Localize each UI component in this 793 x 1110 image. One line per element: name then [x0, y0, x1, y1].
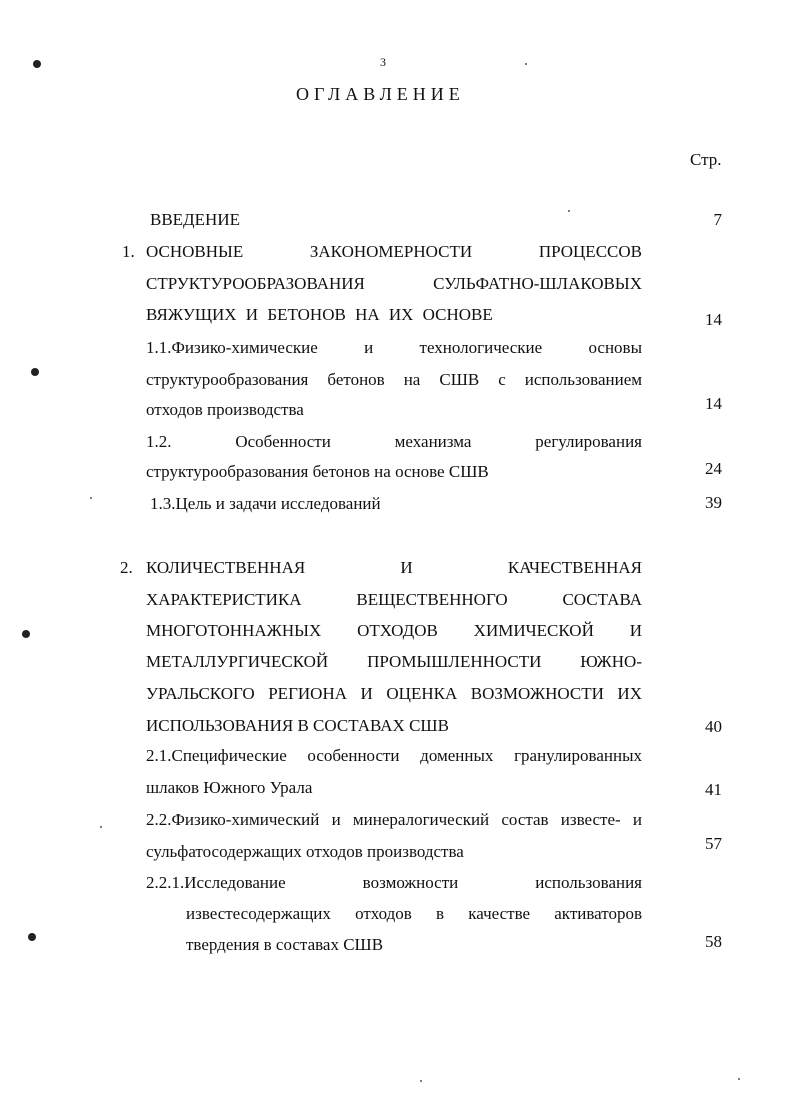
binder-hole-mark [22, 630, 30, 638]
scan-speck [738, 1078, 740, 1080]
toc-chapter-line: МЕТАЛЛУРГИЧЕСКОЙ ПРОМЫШЛЕННОСТИ ЮЖНО- [146, 652, 642, 671]
scan-speck [100, 826, 102, 828]
page-number: 3 [380, 55, 386, 69]
toc-section-line: отходов производства [146, 400, 304, 419]
toc-page-number: 57 [705, 834, 722, 853]
toc-page-number: 39 [705, 493, 722, 512]
toc-intro: ВВЕДЕНИЕ [150, 210, 240, 229]
toc-chapter-line: ВЯЖУЩИХ И БЕТОНОВ НА ИХ ОСНОВЕ [146, 305, 493, 324]
binder-hole-mark [33, 60, 41, 68]
toc-chapter-line: МНОГОТОННАЖНЫХ ОТХОДОВ ХИМИЧЕСКОЙ И [146, 621, 642, 640]
scan-speck [420, 1080, 422, 1082]
toc-section-line: структурообразования бетонов на СШВ с использованием [146, 370, 642, 389]
toc-section-line: сульфатосодержащих отходов производства [146, 842, 464, 861]
toc-section-line: структурообразования бетонов на основе СШВ [146, 462, 489, 481]
page-title: ОГЛАВЛЕНИЕ [296, 84, 465, 104]
binder-hole-mark [31, 368, 39, 376]
toc-chapter-number: 1. [122, 242, 135, 261]
toc-page-number: 40 [705, 717, 722, 736]
toc-chapter-line: ОСНОВНЫЕ ЗАКОНОМЕРНОСТИ ПРОЦЕССОВ [146, 242, 642, 261]
toc-page-number: 41 [705, 780, 722, 799]
toc-section-line: 1.1.Физико-химические и технологические основы [146, 338, 642, 357]
toc-page-number: 14 [705, 310, 722, 329]
toc-subsection-line: твердения в составах СШВ [186, 935, 384, 954]
toc-chapter-line: СТРУКТУРООБРАЗОВАНИЯ СУЛЬФАТНО-ШЛАКОВЫХ [146, 274, 642, 293]
toc-subsection-line: 2.2.1.Исследование возможности использования [146, 873, 642, 892]
toc-section-line: 1.3.Цель и задачи исследований [150, 494, 381, 513]
scan-speck [90, 497, 92, 499]
toc-section-line: 1.2. Особенности механизма регулирования [146, 432, 642, 451]
toc-page-number: 14 [705, 394, 722, 413]
toc-chapter-line: УРАЛЬСКОГО РЕГИОНА И ОЦЕНКА ВОЗМОЖНОСТИ ИХ [146, 684, 642, 703]
toc-subsection-line: известесодержащих отходов в качестве активаторов [186, 904, 642, 923]
toc-chapter-line: КОЛИЧЕСТВЕННАЯ И КАЧЕСТВЕННАЯ [146, 558, 642, 577]
toc-page-number: 24 [705, 459, 722, 478]
toc-chapter-line: ХАРАКТЕРИСТИКА ВЕЩЕСТВЕННОГО СОСТАВА [146, 590, 642, 609]
toc-chapter-line: ИСПОЛЬЗОВАНИЯ В СОСТАВАХ СШВ [146, 716, 449, 735]
page-column-header: Стр. [690, 150, 722, 169]
scan-speck [568, 210, 570, 212]
binder-hole-mark [28, 933, 36, 941]
toc-chapter-number: 2. [120, 558, 133, 577]
toc-section-line: шлаков Южного Урала [146, 778, 313, 797]
scan-speck [525, 63, 527, 65]
toc-page-number: 58 [705, 932, 722, 951]
toc-page-number: 7 [713, 210, 722, 229]
toc-section-line: 2.2.Физико-химический и минералогический состав известе- и [146, 810, 642, 829]
toc-section-line: 2.1.Специфические особенности доменных гранулированных [146, 746, 642, 765]
